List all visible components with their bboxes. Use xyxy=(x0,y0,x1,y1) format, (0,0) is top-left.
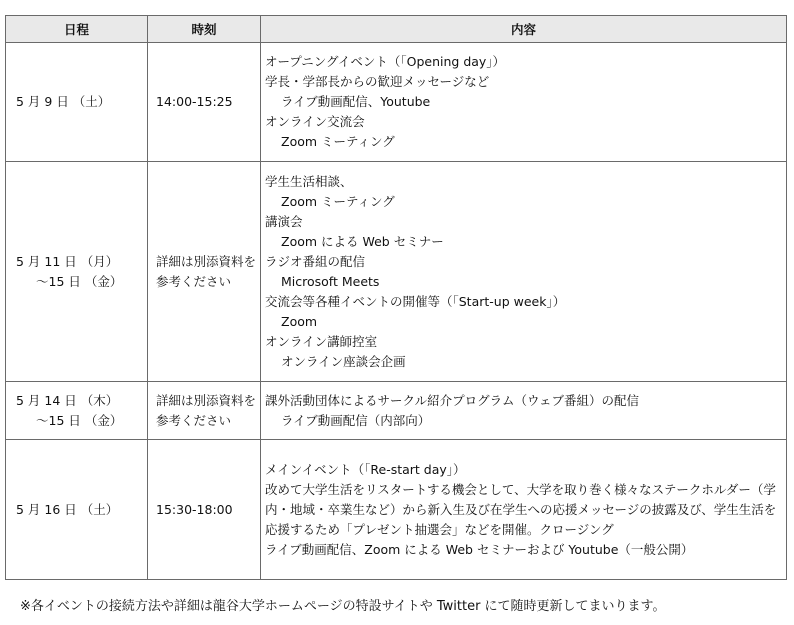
content-line: ラジオ番組の配信 xyxy=(265,253,366,269)
content-line: Zoom xyxy=(281,313,318,329)
date-line: 5 月 14 日 （木） xyxy=(16,392,119,408)
header-time: 時刻 xyxy=(148,16,261,43)
content-line: 講演会 xyxy=(265,213,303,229)
table-row xyxy=(6,440,787,580)
date-line: 5 月 9 日 （土） xyxy=(16,94,111,109)
date-line: 5 月 16 日 （土） xyxy=(16,501,119,517)
date-line: 〜15 日 （金） xyxy=(36,412,123,428)
time-cell: 詳細は別添資料を参考ください xyxy=(148,382,261,440)
content-line: オープニングイベント（「Opening day」） xyxy=(265,54,506,69)
date-cell xyxy=(6,440,148,580)
content-line: 改めて大学生活をリスタートする機会として、大学を取り巻く様々なステークホルダー（学内・地域・卒業生など）から新入生及び在学生への応援メッセージの披露及び、学生生活を応援するため「プレゼント抽選会」などを開催。クロージング xyxy=(265,481,777,537)
content-line: Zoom ミーティング xyxy=(281,134,395,149)
time-cell: 詳細は別添資料を参考ください xyxy=(148,162,261,382)
date-line: 〜15 日 （金） xyxy=(36,273,123,289)
content-line: Microsoft Meets xyxy=(281,273,380,289)
schedule-body xyxy=(6,43,787,580)
content-cell xyxy=(261,382,787,440)
time-cell: 14:00-15:25 xyxy=(148,43,261,162)
content-line: 学長・学部長からの歓迎メッセージなど xyxy=(265,74,490,89)
content-line: オンライン講師控室 xyxy=(265,333,378,349)
content-cell xyxy=(261,162,787,382)
content-line: オンライン座談会企画 xyxy=(281,353,406,369)
content-line: ライブ動画配信、Youtube xyxy=(281,94,431,109)
content-line: メインイベント（「Re-start day」） xyxy=(265,461,466,477)
content-line: 課外活動団体によるサークル紹介プログラム（ウェブ番組）の配信 xyxy=(265,392,640,408)
schedule-table xyxy=(5,15,787,580)
header-date: 日程 xyxy=(6,16,148,43)
time-cell: 15:30-18:00 xyxy=(148,440,261,580)
content-line: Zoom による Web セミナー xyxy=(281,233,444,249)
content-cell xyxy=(261,43,787,162)
header-row xyxy=(6,16,787,43)
footnote: ※各イベントの接続方法や詳細は龍谷大学ホームページの特設サイトや Twitter にて随時更新してまいります。 xyxy=(20,599,666,614)
content-line: オンライン交流会 xyxy=(265,114,365,129)
content-line: 交流会等各種イベントの開催等（「Start-up week」） xyxy=(265,293,566,309)
content-line: Zoom ミーティング xyxy=(281,193,395,209)
content-line: ライブ動画配信、Zoom による Web セミナーおよび Youtube（一般公開） xyxy=(265,541,694,557)
date-cell xyxy=(6,162,148,382)
content-line: 学生生活相談、 xyxy=(265,173,353,189)
table-row xyxy=(6,382,787,440)
date-cell xyxy=(6,382,148,440)
date-line: 5 月 11 日 （月） xyxy=(16,253,119,269)
table-row xyxy=(6,43,787,162)
table-row xyxy=(6,162,787,382)
header-content: 内容 xyxy=(261,16,787,43)
content-line: ライブ動画配信（内部向） xyxy=(281,412,431,428)
content-cell xyxy=(261,440,787,580)
date-cell xyxy=(6,43,148,162)
